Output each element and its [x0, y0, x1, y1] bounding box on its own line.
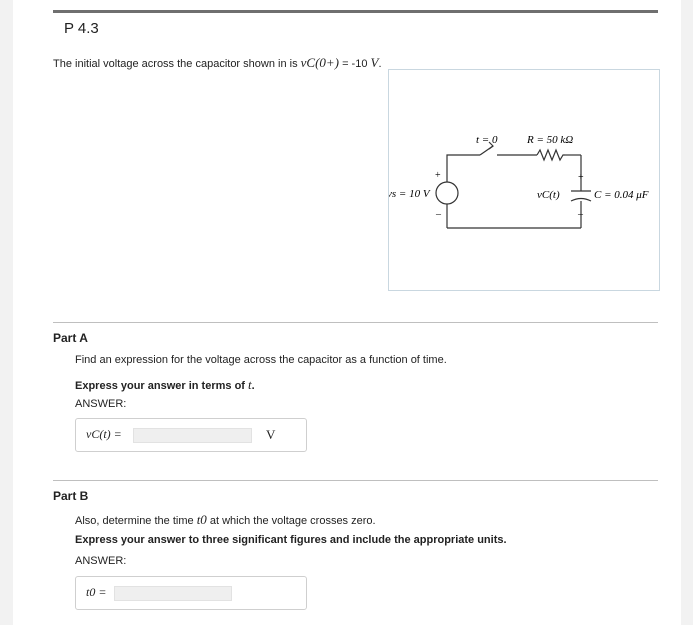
part-b-question [75, 512, 376, 528]
part-a-instruction-text: Express your answer in terms of [75, 380, 245, 392]
intro-expression: vC(0+) [300, 55, 340, 70]
part-b-instruction: Express your answer to three significant figures and include the appropriate units. [75, 534, 507, 546]
voltage-source [436, 182, 458, 204]
part-a-divider [53, 322, 658, 323]
part-a-title: Part A [53, 331, 88, 345]
source-minus: – [436, 209, 441, 220]
switch-label: t = 0 [476, 134, 498, 146]
part-a-answer-heading: ANSWER: [75, 398, 127, 410]
part-b-answer-box [75, 576, 307, 610]
problem-title: P 4.3 [64, 20, 99, 37]
circuit-figure [388, 69, 660, 291]
part-a-instruction [75, 377, 255, 393]
capacitor-plus: + [578, 172, 584, 183]
capacitor-plate-bottom [571, 199, 591, 202]
source-label: vs = 10 V [389, 188, 430, 200]
part-b-title: Part B [53, 489, 89, 503]
part-a-instruction-end: . [251, 380, 255, 392]
intro-unit: V [370, 55, 379, 70]
part-a-question: Find an expression for the voltage across the capacitor as a function of time. [75, 354, 447, 366]
source-plus: + [435, 170, 441, 181]
capacitor-voltage-label: vC(t) [537, 189, 560, 201]
part-b-question-var: t0 [196, 512, 207, 527]
part-a-instruction-var: t [248, 377, 252, 392]
circuit-diagram [389, 70, 659, 290]
part-a-unit: V [266, 427, 276, 442]
part-a-answer-box [75, 418, 307, 452]
part-b-answer-input[interactable] [114, 586, 232, 601]
capacitor-minus: – [578, 209, 583, 220]
intro-value: = -10 [339, 58, 371, 70]
part-b-answer-heading: ANSWER: [75, 555, 127, 567]
header-rule [53, 10, 658, 13]
resistor-zigzag [537, 150, 565, 160]
resistor-label: R = 50 kΩ [527, 134, 574, 146]
intro-text: The initial voltage across the capacitor shown in is [53, 58, 298, 70]
part-a-answer-label: vC(t) = [86, 427, 122, 441]
part-b-divider [53, 480, 658, 481]
part-b-answer-label: t0 = [86, 585, 107, 599]
problem-intro [53, 55, 382, 71]
problem-page [13, 0, 681, 625]
part-a-answer-input[interactable] [133, 428, 252, 443]
part-b-question-suffix: at which the voltage crosses zero. [209, 515, 376, 527]
part-b-question-text: Also, determine the time [75, 515, 194, 527]
intro-end: . [378, 58, 382, 70]
capacitor-label: C = 0.04 μF [594, 189, 649, 201]
wire-left-top [447, 155, 480, 182]
